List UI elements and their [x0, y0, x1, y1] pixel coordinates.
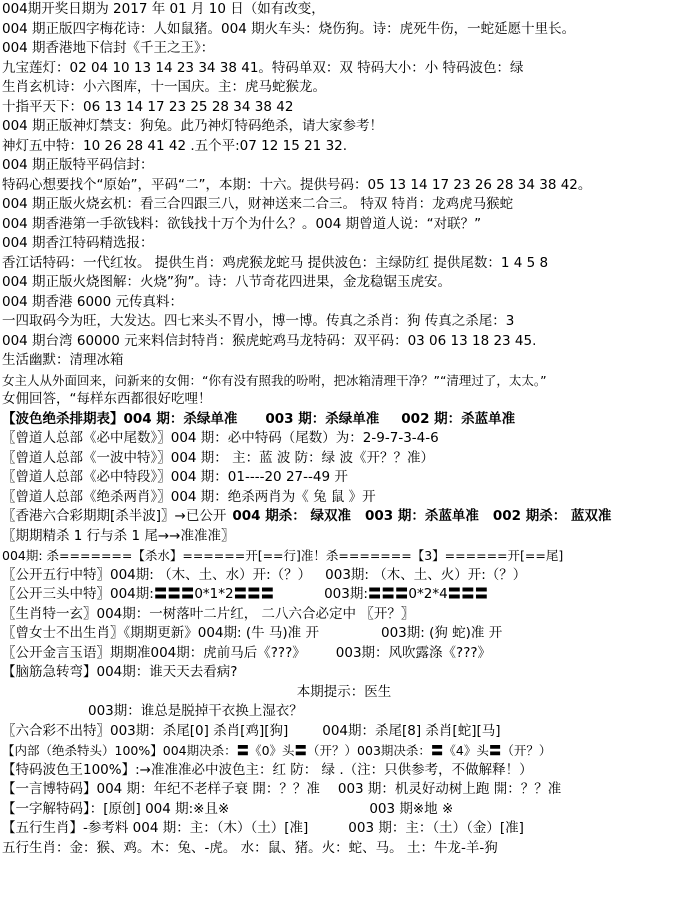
text-line: 【脑筋急转弯】004期：谁天天去看病?	[2, 664, 238, 680]
line-part: 〖公开金言玉语〗期期准004期：虎前马后《???》	[2, 644, 306, 661]
text-line	[0, 819, 688, 839]
text-line: 004 期香港 6000 元传真料：	[2, 293, 183, 310]
text-line	[0, 624, 688, 644]
line-part: 003 期：机灵好动树上跑 開：？？准	[337, 781, 562, 797]
text-line: 004 期正版四字梅花诗：人如鼠猪。004 期火车头：烧伤狗。诗：虎死牛伤，一蛇延愿十里长。	[2, 20, 576, 37]
line-part: 003期:〓〓〓0*2*4〓〓〓	[324, 586, 489, 602]
line-part: 002 期：杀蓝单准	[401, 410, 516, 427]
text-line: 十指平天下：06 13 14 17 23 25 28 34 38 42	[2, 98, 294, 115]
text-line	[0, 507, 688, 527]
text-line: 004 期香港地下信封《千王之王》：	[2, 40, 215, 56]
text-line: 004期: 杀=======【杀水】======开[==行]准！杀=======【3】======开[==尾]	[2, 548, 564, 563]
text-line	[0, 644, 688, 664]
line-part: 004 期杀： 绿双准	[232, 508, 351, 524]
text-line: 004 期正版神灯禁支：狗兔。此乃神灯特码绝杀，请大家参考！	[2, 118, 384, 134]
text-line: 神灯五中特：10 26 28 41 42 .五个平:07 12 15 21 32.	[2, 137, 348, 154]
text-line: 004 期香江特码精选报：	[2, 235, 154, 251]
line-part: 003期: （木、土、火）开:（？）	[325, 566, 527, 583]
line-part: 003 期：杀绿单准	[265, 410, 380, 427]
text-line: 女主人从外面回来，问新来的女佣：“你有没有照我的吩咐，把冰箱清理干净？”“清理过了，太太。”	[2, 372, 547, 388]
text-line: 〖曾道人总部《必中特段》〗004 期：01----20 27--49 开	[2, 469, 348, 485]
line-part: 〖香港六合彩期期[杀半波]〗→已公开	[2, 508, 227, 524]
line-part: 【一言博特码】004 期：年纪不老样子衰 開：？？准	[2, 781, 320, 797]
line-part: 002 期杀： 蓝双准	[492, 508, 612, 524]
line-part: 004期：杀尾[8] 杀肖[蛇][马]	[322, 722, 501, 739]
text-line: 生活幽默：清理冰箱	[2, 352, 124, 368]
text-line	[0, 780, 688, 800]
line-part: 〖公开五行中特〗004期: （木、土、水）开:（？）	[2, 566, 312, 583]
line-part: 〖公开三头中特〗004期:〓〓〓0*1*2〓〓〓	[2, 586, 275, 602]
text-line: 五行生肖：金：猴、鸡。木：兔、-虎。 水：鼠、猪。火：蛇、马。 土：牛龙-羊-狗	[2, 839, 498, 856]
text-line	[0, 722, 688, 742]
text-line	[0, 566, 688, 586]
text-line: 〖曾道人总部《必中尾数》〗004 期：必中特码（尾数）为：2-9-7-3-4-6	[2, 430, 439, 446]
text-line: 生肖玄机诗：小六图库，十一国庆。主：虎马蛇猴龙。	[2, 79, 326, 95]
text-line: 女佣回答，“每样东西都很好吃哩！	[2, 391, 212, 407]
text-line	[0, 800, 688, 820]
line-part: 003期：风吹露涤《???》	[335, 644, 492, 661]
text-line: 〖生肖特一玄〗004期：一树落叶二片红， 二八六合必定中 〖开？〗	[2, 605, 415, 622]
text-line: 特码心想要找个“原始”，平码“二”，本期：十六。提供号码：05 13 14 17 23 26 28 34 38 42。	[2, 176, 592, 193]
text-line: 一四取码今为旺，大发达。四七来头不胃小，博一博。传真之杀肖：狗 传真之杀尾：3	[2, 313, 515, 329]
text-line: 004期开奖日期为 2017 年 01 月 10 日（如有改变，	[2, 1, 325, 17]
text-line: 本期提示：医生	[296, 683, 392, 700]
text-line: 〖曾道人总部《一波中特》〗004 期： 主：蓝 波 防：绿 波《开？？准）	[2, 449, 434, 466]
text-line: 004 期香港第一手欲钱料：欲钱找十万个为什么？。004 期曾道人说：“对联？”	[2, 215, 482, 232]
text-line: 【特码波色王100%】:→准准准必中波色主：红 防： 绿 .（注：只供参考，不做解释！）	[2, 761, 533, 778]
line-part: 003 期※地 ※	[369, 800, 454, 817]
text-line	[0, 410, 688, 430]
line-part: 003期: (狗 蛇)准 开	[380, 625, 503, 641]
text-line: 004 期台湾 60000 元来料信封特肖：猴虎蛇鸡马龙特码：双平码：03 06 13 18 23 45.	[2, 332, 537, 349]
line-part: 【一字解特码】：[原创] 004 期:※且※	[2, 800, 230, 817]
text-line: 九宝莲灯：02 04 10 13 14 23 34 38 41。特码单双：双 特码大小：小 特码波色：绿	[2, 59, 524, 76]
line-part: 〖曾女士不出生肖〗《期期更新》004期: (牛 马)准 开	[2, 625, 319, 641]
line-part: 003 期：主：（土）（金）[准]	[348, 820, 524, 836]
text-line: 【内部（绝杀特头）100%】004期决杀：〓《0》头〓（开？）003期决杀：〓《4》头〓（开？）	[2, 743, 552, 758]
line-part: 【波色绝杀排期表】004 期：杀绿单准	[2, 410, 238, 427]
text-line: 〖曾道人总部《绝杀两肖》〗004 期：绝杀两肖为《 兔 鼠 》开	[2, 488, 376, 505]
line-part: 003 期：杀蓝单准	[364, 508, 479, 524]
line-part: 〖六合彩不出特〗003期：杀尾[0] 杀肖[鸡][狗]	[2, 722, 289, 739]
text-line: 〖期期精杀 1 行与杀 1 尾→→准准准〗	[2, 527, 235, 544]
text-line: 004 期正版火烧玄机：看三合四跟三八，财神送来二合三。 特双 特肖：龙鸡虎马猴蛇	[2, 196, 514, 212]
text-line: 004 期正版火烧图解：火烧”狗”。诗：八节奇花四进果，金龙稳锯玉虎安。	[2, 274, 452, 290]
text-line: 香江话特码：一代红妆。 提供生肖：鸡虎猴龙蛇马 提供波色：主绿防红 提供尾数：1 4 5 8	[2, 254, 549, 271]
line-part: 【五行生肖】-参考料 004 期：主：（木）（土）[准]	[2, 820, 309, 836]
text-line: 003期：谁总是脱掉干衣换上湿衣？	[88, 703, 303, 719]
text-line	[0, 585, 688, 605]
text-line: 004 期正版特平码信封：	[2, 157, 154, 173]
